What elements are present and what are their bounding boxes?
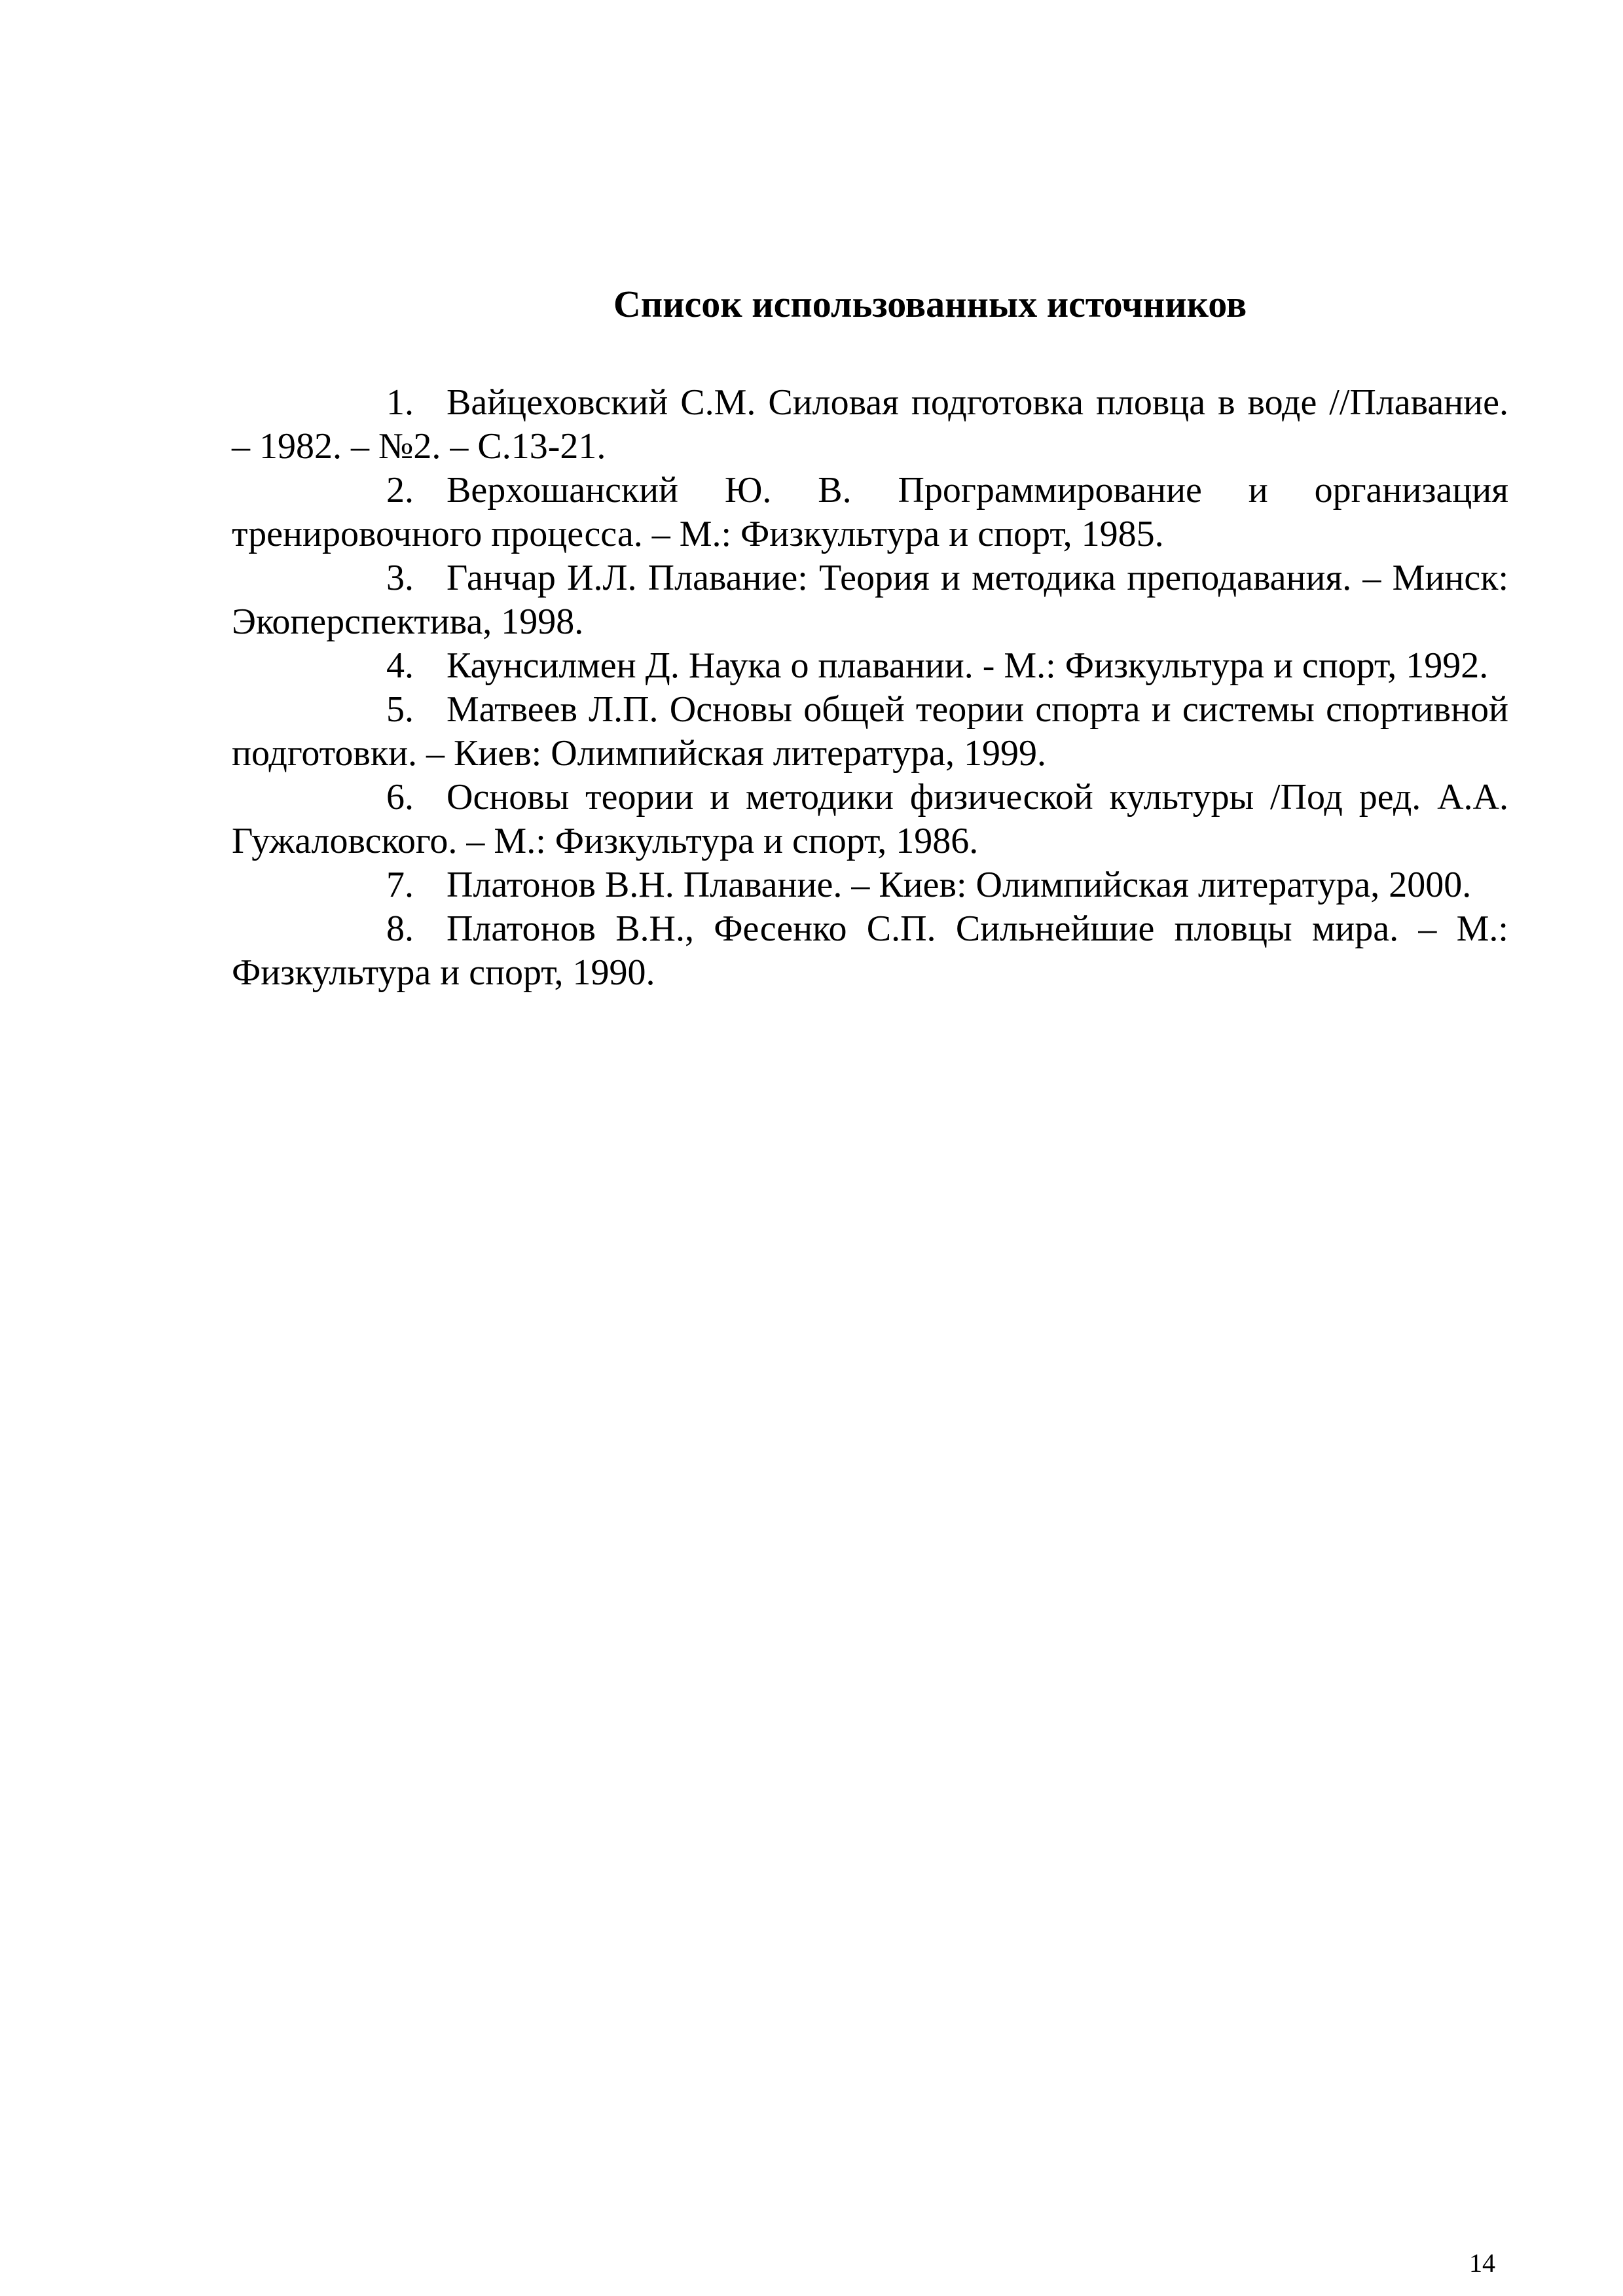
reference-item bbox=[232, 907, 1508, 995]
reference-list bbox=[232, 381, 1508, 995]
reference-text: Платонов В.Н. Плавание. – Киев: Олимпийская литература, 2000. bbox=[447, 865, 1472, 905]
reference-number: 6. bbox=[386, 777, 414, 817]
reference-item bbox=[232, 381, 1508, 469]
reference-item bbox=[232, 556, 1508, 644]
reference-text: Вайцеховский С.М. Силовая подготовка пловца в воде //Плавание. – 1982. – №2. – С.13-21. bbox=[232, 382, 1508, 467]
reference-number: 5. bbox=[386, 689, 414, 730]
reference-text: Платонов В.Н., Фесенко С.П. Сильнейшие пловцы мира. – М.: Физкультура и спорт, 1990. bbox=[232, 908, 1508, 993]
page-number: 14 bbox=[1469, 2248, 1495, 2278]
reference-text: Матвеев Л.П. Основы общей теории спорта и системы спортивной подготовки. – Киев: Олимпийская литература, 1999. bbox=[232, 689, 1508, 774]
reference-text: Верхошанский Ю. В. Программирование и организация тренировочного процесса. – М.: Физкультура и спорт, 1985. bbox=[232, 470, 1508, 554]
reference-number: 8. bbox=[386, 908, 414, 949]
reference-item bbox=[232, 469, 1508, 556]
reference-item bbox=[232, 776, 1508, 863]
reference-number: 2. bbox=[386, 470, 414, 511]
reference-number: 3. bbox=[386, 558, 414, 598]
reference-text: Каунсилмен Д. Наука о плавании. - М.: Физкультура и спорт, 1992. bbox=[447, 645, 1489, 686]
reference-item bbox=[232, 644, 1508, 688]
reference-text: Ганчар И.Л. Плавание: Теория и методика преподавания. – Минск: Экоперспектива, 1998. bbox=[232, 558, 1508, 642]
reference-item bbox=[232, 863, 1508, 907]
page-title: Список использованных источников bbox=[613, 283, 1247, 325]
reference-text: Основы теории и методики физической культуры /Под ред. А.А. Гужаловского. – М.: Физкультура и спорт, 1986. bbox=[232, 777, 1508, 861]
reference-number: 1. bbox=[386, 382, 414, 423]
reference-item bbox=[232, 688, 1508, 776]
reference-number: 7. bbox=[386, 865, 414, 905]
reference-number: 4. bbox=[386, 645, 414, 686]
